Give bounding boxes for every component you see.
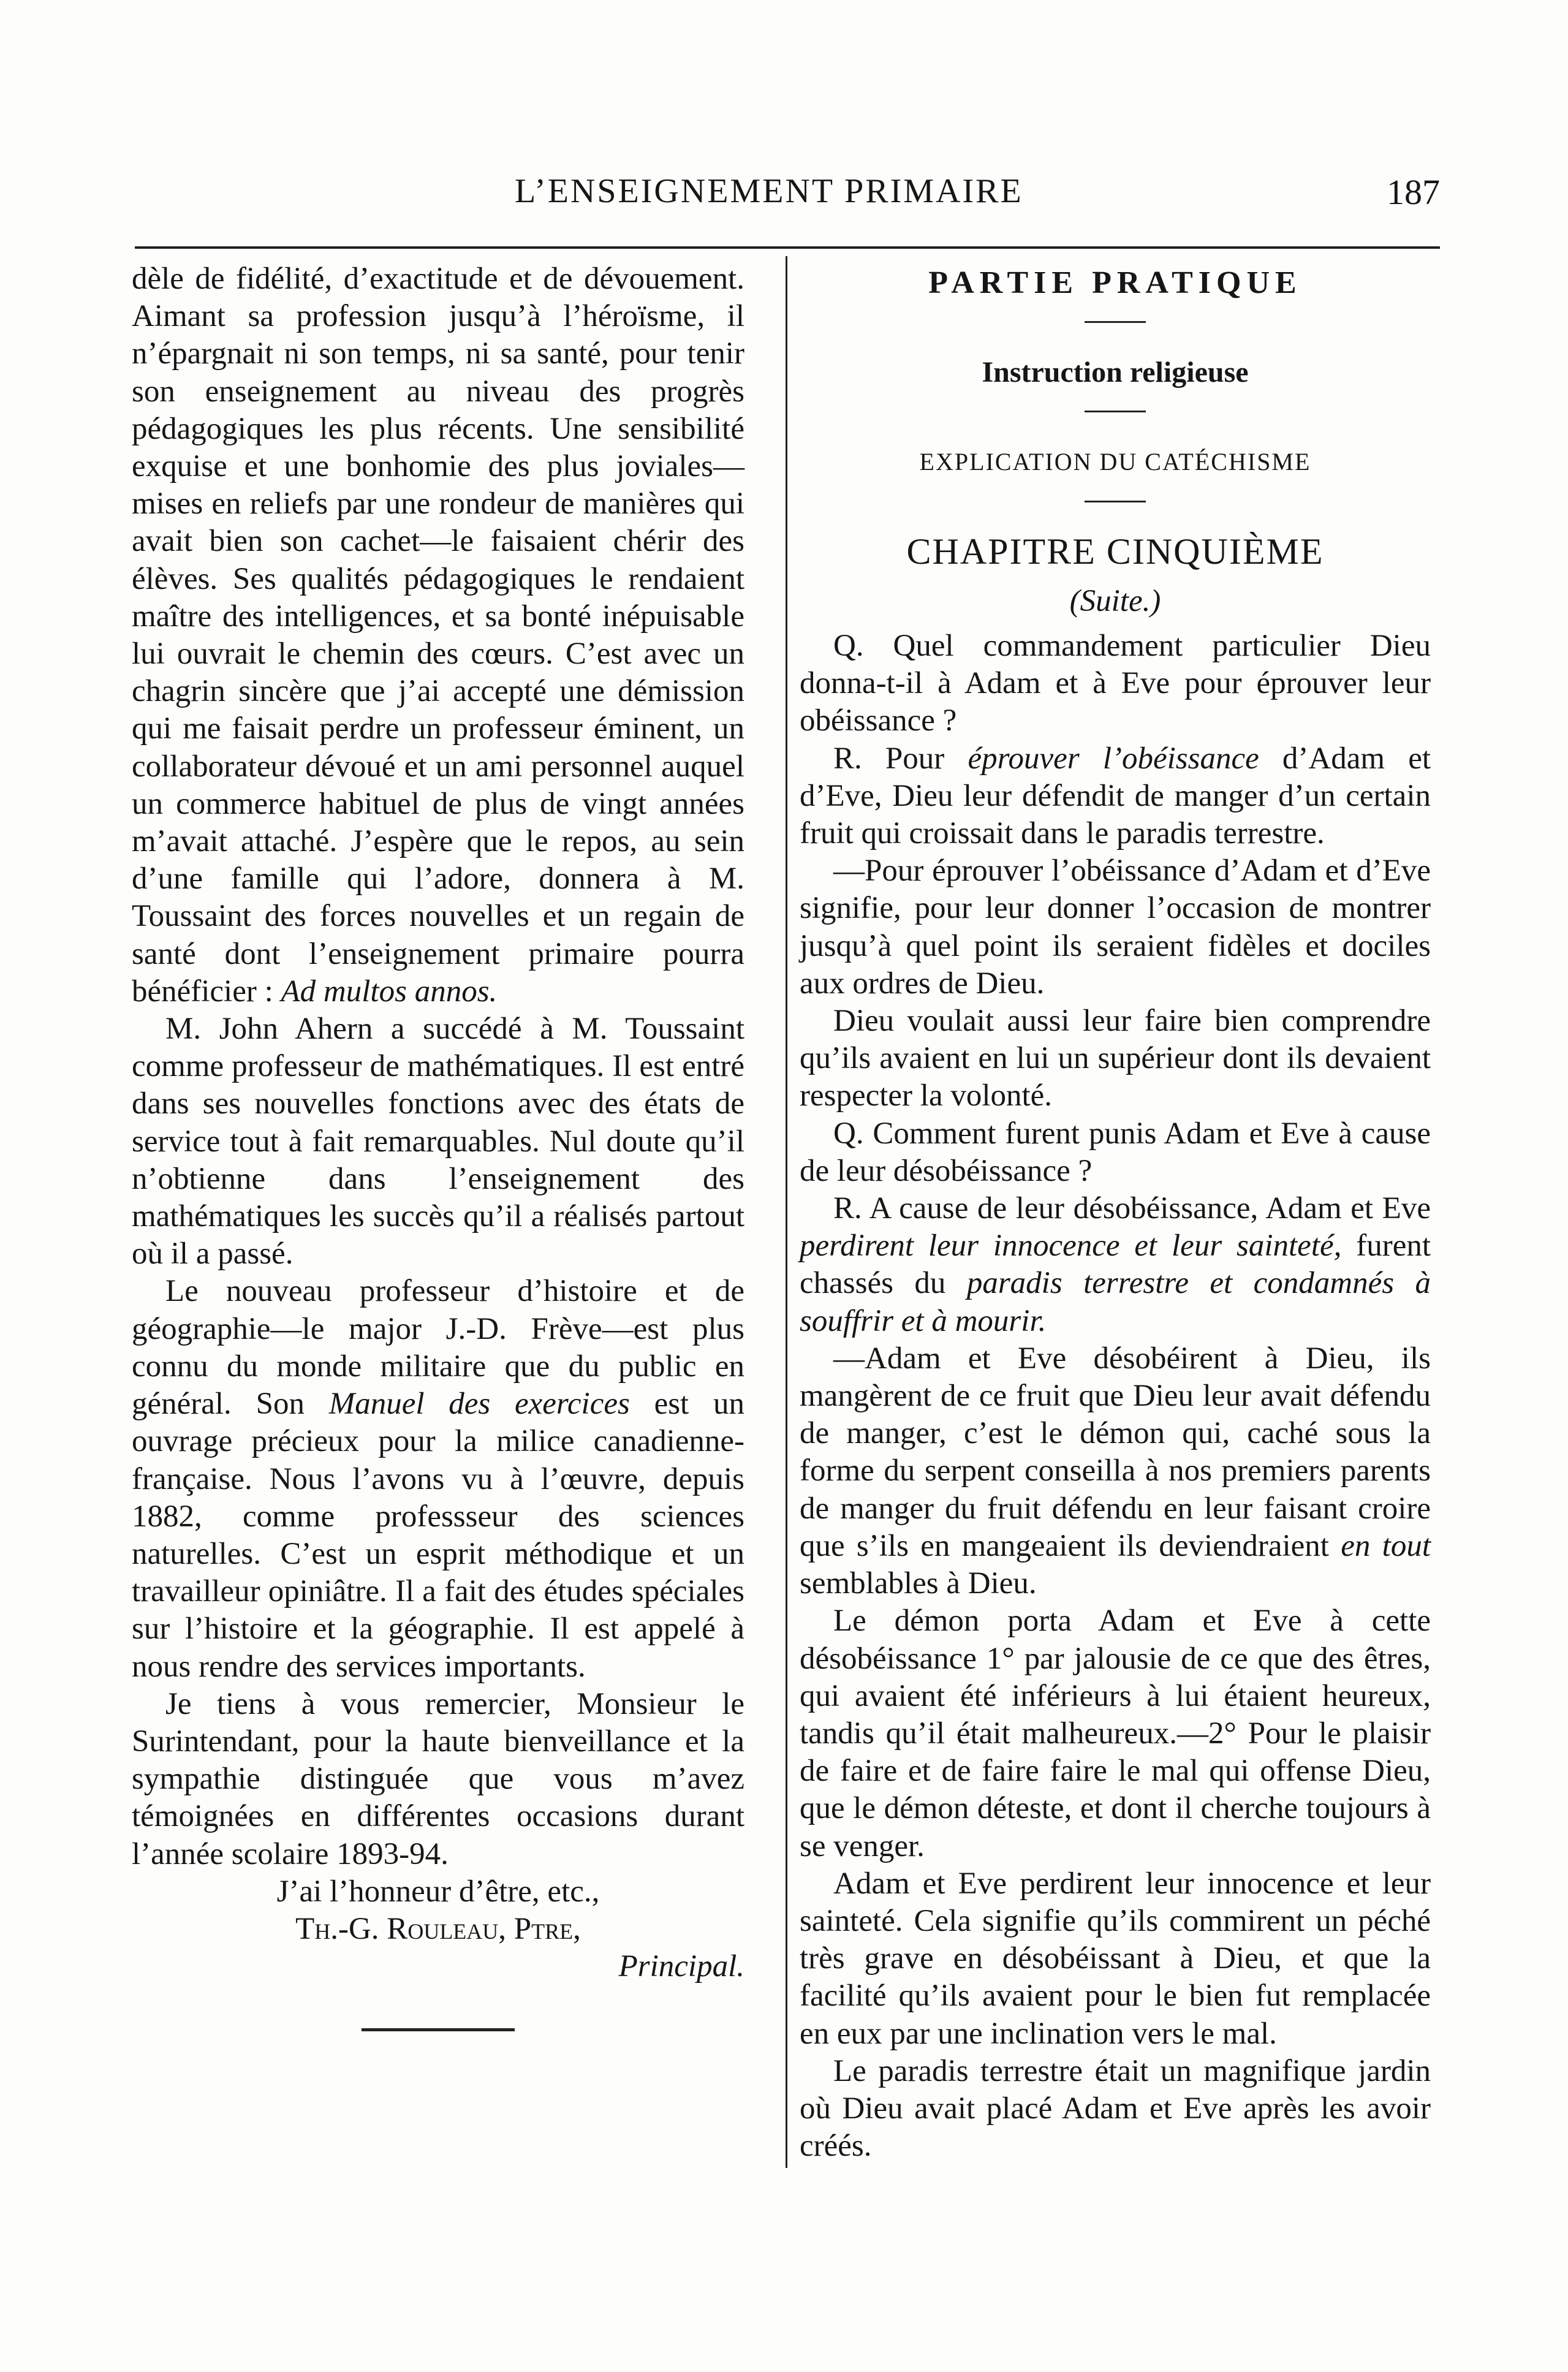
divider [1085,321,1146,323]
paragraph: M. John Ahern a succédé à M. Toussaint comme professeur de mathématiques. Il est entré dans ses nouvelles fonctions avec des états de service tout à fait remarquables. Nul doute qu’il n’obtienne dans l’enseignement des mathématiques les succès qu’il a réalisés partout où il a passé. [132,1012,744,1271]
chapter-heading: CHAPITRE CINQUIÈME [906,531,1324,572]
right-column [800,260,1431,2165]
italic-text: perdirent leur innocence et leur sainteté, [800,1229,1342,1264]
paragraph-text: est un ouvrage précieux pour la milice canadienne-française. Nous l’avons vu à l’œuvre, depuis 1882, comme professseur des sciences naturelles. C’est un esprit méthodique et un travailleur opiniâtre. Il a fait des études spéciales sur l’histoire et la géographie. Il est appelé à nous rendre des services importants. [132,1387,744,1684]
answer-text: d’Adam et d’Eve, Dieu leur défendit de manger d’un certain fruit qui croissait dans le paradis terrestre. [800,741,1431,851]
header-rule [135,246,1440,249]
paragraph-text: Le nouveau professeur d’histoire et de géographie—le major J.-D. Frève—est plus connu du monde militaire que du public en général. Son [132,1274,744,1422]
paragraph: Dieu voulait aussi leur faire bien comprendre qu’ils avaient en lui un supérieur dont ils devaient respecter la volonté. [800,1004,1431,1113]
signature-title: Principal. [618,1949,744,1984]
running-title: L’ENSEIGNEMENT PRIMAIRE [515,172,1023,210]
closing-line: J’ai l’honneur d’être, etc., [276,1874,600,1909]
column-rule [786,256,787,2168]
paragraph [132,260,744,1010]
suite-label: (Suite.) [1069,583,1161,618]
italic-text: paradis terrestre et condamnés à souffrir et à mourir. [800,1266,1431,1338]
italic-text: en tout [1341,1528,1431,1563]
italic-text: Ad multos annos. [281,974,498,1009]
signature: Th.-G. Rouleau, Ptre, [295,1911,581,1946]
italic-text: éprouver l’obéissance [968,741,1259,776]
divider [1085,411,1146,412]
paragraph: Adam et Eve perdirent leur innocence et leur sainteté. Cela signifie qu’ils commirent un péché très grave en désobéissant à Dieu, et que la facilité qu’ils avaient pour le bien fut remplacée en eux par une inclination vers le mal. [800,1866,1431,2051]
paragraph-text: semblables à Dieu. [800,1566,1037,1601]
question: Q. Comment furent punis Adam et Eve à cause de leur désobéissance ? [800,1116,1431,1188]
paragraph-text: —Adam et Eve désobéirent à Dieu, ils mangèrent de ce fruit que Dieu leur avait défendu de manger, c’est le démon qui, caché sous la forme du serpent conseilla à nos premiers parents de manger du fruit défendu en leur faisant croire que s’ils en mangeaient ils deviendraient [800,1341,1431,1563]
page-number: 187 [1387,172,1440,212]
italic-text: Manuel des exercices [328,1387,630,1422]
paragraph: —Pour éprouver l’obéissance d’Adam et d’Eve signifie, pour leur donner l’occasion de montrer jusqu’à quel point ils seraient fidèles et dociles aux ordres de Dieu. [800,854,1431,1001]
answer-text: furent chassés du [800,1229,1431,1301]
paragraph: Je tiens à vous remercier, Monsieur le Surintendant, pour la haute bienveillance et la sympathie distinguée que vous m’avez témoignées en différentes occasions durant l’année scolaire 1893-94. [132,1686,744,1871]
paragraph [132,1273,744,1685]
paragraph: Le paradis terrestre était un magnifique jardin où Dieu avait placé Adam et Eve après les avoir créés. [800,2053,1431,2164]
paragraph: Le démon porta Adam et Eve à cette désobéissance 1° par jalousie de ce que des êtres, qui avaient été inférieurs à lui étaient heureux, tandis qu’il était malheureux.—2° Pour le plaisir de faire et de faire faire le mal qui offense Dieu, que le démon déteste, et dont il cherche toujours à se venger. [800,1604,1431,1863]
answer-text: R. Pour [833,741,945,776]
topic-heading: EXPLICATION DU CATÉCHISME [919,448,1311,476]
section-heading: PARTIE PRATIQUE [928,265,1302,300]
left-column [132,260,744,2031]
answer [800,1190,1431,1340]
question: Q. Quel commandement particulier Dieu donna-t-il à Adam et à Eve pour éprouver leur obéissance ? [800,629,1431,738]
divider [1085,501,1146,502]
paragraph-text: dèle de fidélité, d’exactitude et de dévouement. Aimant sa profession jusqu’à l’héroïsme, il n’épargnait ni son temps, ni sa santé, pour tenir son enseignement au niveau des progrès pédagogiques les plus récents. Une sensibilité exquise et une bonhomie des plus joviales—mises en reliefs par une rondeur de manières qui avait bien son cachet—le faisaient chérir des élèves. Ses qualités pédagogiques le rendaient maître des intelligences, et sa bonté inépuisable lui ouvrait le chemin des cœurs. C’est avec un chagrin sincère que j’ai accepté une démission qui me faisait perdre un professeur éminent, un collaborateur dévoué et un ami personnel auquel un commerce habituel de plus de vingt années m’avait attaché. J’espère que le repos, au sein d’une famille qui l’adore, donnera à M. Toussaint des forces nouvelles et un regain de santé dont l’enseignement primaire pourra bénéficier : [132,262,744,1009]
running-head [135,172,1440,221]
answer [800,740,1431,853]
answer-text: R. A cause de leur désobéissance, Adam et Eve [833,1191,1431,1226]
paragraph [800,1340,1431,1602]
end-rule [362,2028,515,2031]
subsection-heading: Instruction religieuse [982,356,1249,389]
